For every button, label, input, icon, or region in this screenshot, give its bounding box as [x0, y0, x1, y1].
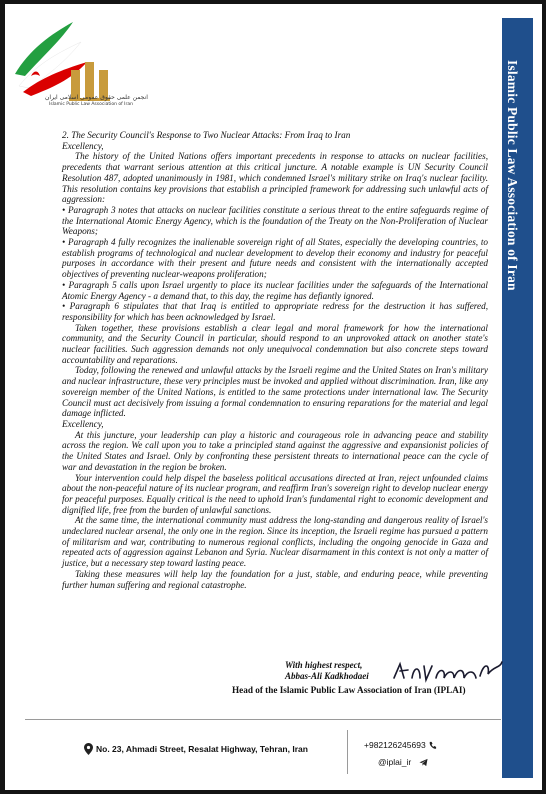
paragraph: Taken together, these provisions establish a clear legal and moral framework for how the international community, and the Security Council in particular, should respond to an unprovoked attack on another state's nuclear facilities. Such aggression demands not only unequivocal condemnation but also concrete steps toward accountability and reparations. — [62, 322, 488, 365]
salutation: Excellency, — [62, 418, 104, 429]
signer-title: Head of the Islamic Public Law Association of Iran (IPLAI) — [232, 685, 466, 695]
footer-vertical-divider — [347, 730, 348, 774]
closing-block — [285, 660, 369, 682]
footer-address: No. 23, Ahmadi Street, Resalat Highway, Tehran, Iran — [96, 744, 308, 754]
paragraph: At this juncture, your leadership can play a historic and courageous role in advancing peace and stability across the region. We call upon you to take a principled stand against the aggressive and expansionist policies of the United States and Israel. Only by confronting these persistent threats to international peace can the cycle of war and devastation in the region be broken. — [62, 429, 488, 472]
letter-heading: 2. The Security Council's Response to Two Nuclear Attacks: From Iraq to Iran — [62, 130, 351, 140]
footer-phone: +982126245693 — [364, 740, 426, 750]
footer-divider — [25, 719, 501, 720]
paragraph: Today, following the renewed and unlawful attacks by the Israeli regime and the United States on Iran's military and nuclear infrastructure, these very principles must be invoked and applied without discrimination. Iran, like any sovereign member of the United Nations, is entitled to the same protections under international law. The Security Council must act decisively from issuing a formal condemnation to ensuring reparations for the material and legal damage inflicted. — [62, 365, 488, 419]
bullet-item: • Paragraph 6 stipulates that that Iraq is entitled to appropriate redress for the destruction it has suffered, responsibility for which has been acknowledged by Israel. — [62, 301, 488, 322]
location-pin-icon — [84, 743, 93, 755]
association-logo — [11, 16, 129, 116]
letter-body — [62, 130, 488, 590]
paragraph: The history of the United Nations offers important precedents in response to attacks on nuclear facilities, precedents that warrant serious attention at this critical juncture. A notable example is UN Security Council Resolution 487, adopted unanimously in 1981, which condemned Israel's military strike on Iraq's nuclear facility. This resolution contains key provisions that establish a principled framework for addressing such unlawful acts of aggression: — [62, 151, 488, 205]
bullet-item: • Paragraph 4 fully recognizes the inalienable sovereign right of all States, especially the developing countries, to establish programs of technological and nuclear development to develop their economy and industry for peaceful purposes in accordance with their present and future needs and consistent with the internationally accepted objectives of preventing nuclear-weapons proliferation; — [62, 237, 488, 280]
phone-icon — [428, 741, 437, 750]
bullet-item: • Paragraph 5 calls upon Israel urgently to place its nuclear facilities under the safeguards of the International Atomic Energy Agency - a demand that, to this day, the regime has defiantly ignored. — [62, 279, 488, 301]
bullet-item: • Paragraph 3 notes that attacks on nuclear facilities constitute a serious threat to the entire safeguards regime of the International Atomic Energy Agency, which is the foundation of the Treaty on the Non-Proliferation of Nuclear Weapons; — [62, 204, 488, 237]
logo-name-fa: انجمن علمی حقوق عمومی اسلامی ایران — [45, 94, 148, 101]
salutation: Excellency, — [62, 140, 104, 151]
closing-regards: With highest respect, — [285, 660, 363, 670]
handwritten-signature — [390, 658, 508, 686]
logo-name-en: Islamic Public Law Association of Iran — [49, 102, 133, 107]
letter-page — [5, 4, 542, 790]
paragraph: Taking these measures will help lay the foundation for a just, stable, and enduring peace, while preventing further human suffering and regional catastrophe. — [62, 568, 488, 590]
footer-social-handle: @iplai_ir — [378, 757, 412, 767]
sidebar-organization-name: Islamic Public Law Association of Iran — [505, 60, 520, 291]
telegram-icon — [419, 758, 428, 767]
signer-name: Abbas-Ali Kadkhodaei — [285, 671, 369, 681]
paragraph: Your intervention could help dispel the baseless political accusations directed at Iran, reject unfounded claims about the non-peaceful nature of its nuclear program, and reaffirm Iran's sovereign right to develop nuclear energy for peaceful purposes. Equally critical is the need to uphold Iran's fundamental right to economic development and dignified life, free from the burden of unlawful sanctions. — [62, 472, 488, 515]
paragraph: At the same time, the international community must address the long-standing and dangerous reality of Israel's undeclared nuclear arsenal, the only one in the region. Since its inception, the Israeli regime has pursued a pattern of militarism and war, contributing to numerous regional conflicts, including the ongoing genocide in Gaza and repeated acts of aggression against Lebanon and Syria. Nuclear disarmament in this context is not only a matter of justice, but a necessary step toward lasting peace. — [62, 515, 488, 569]
